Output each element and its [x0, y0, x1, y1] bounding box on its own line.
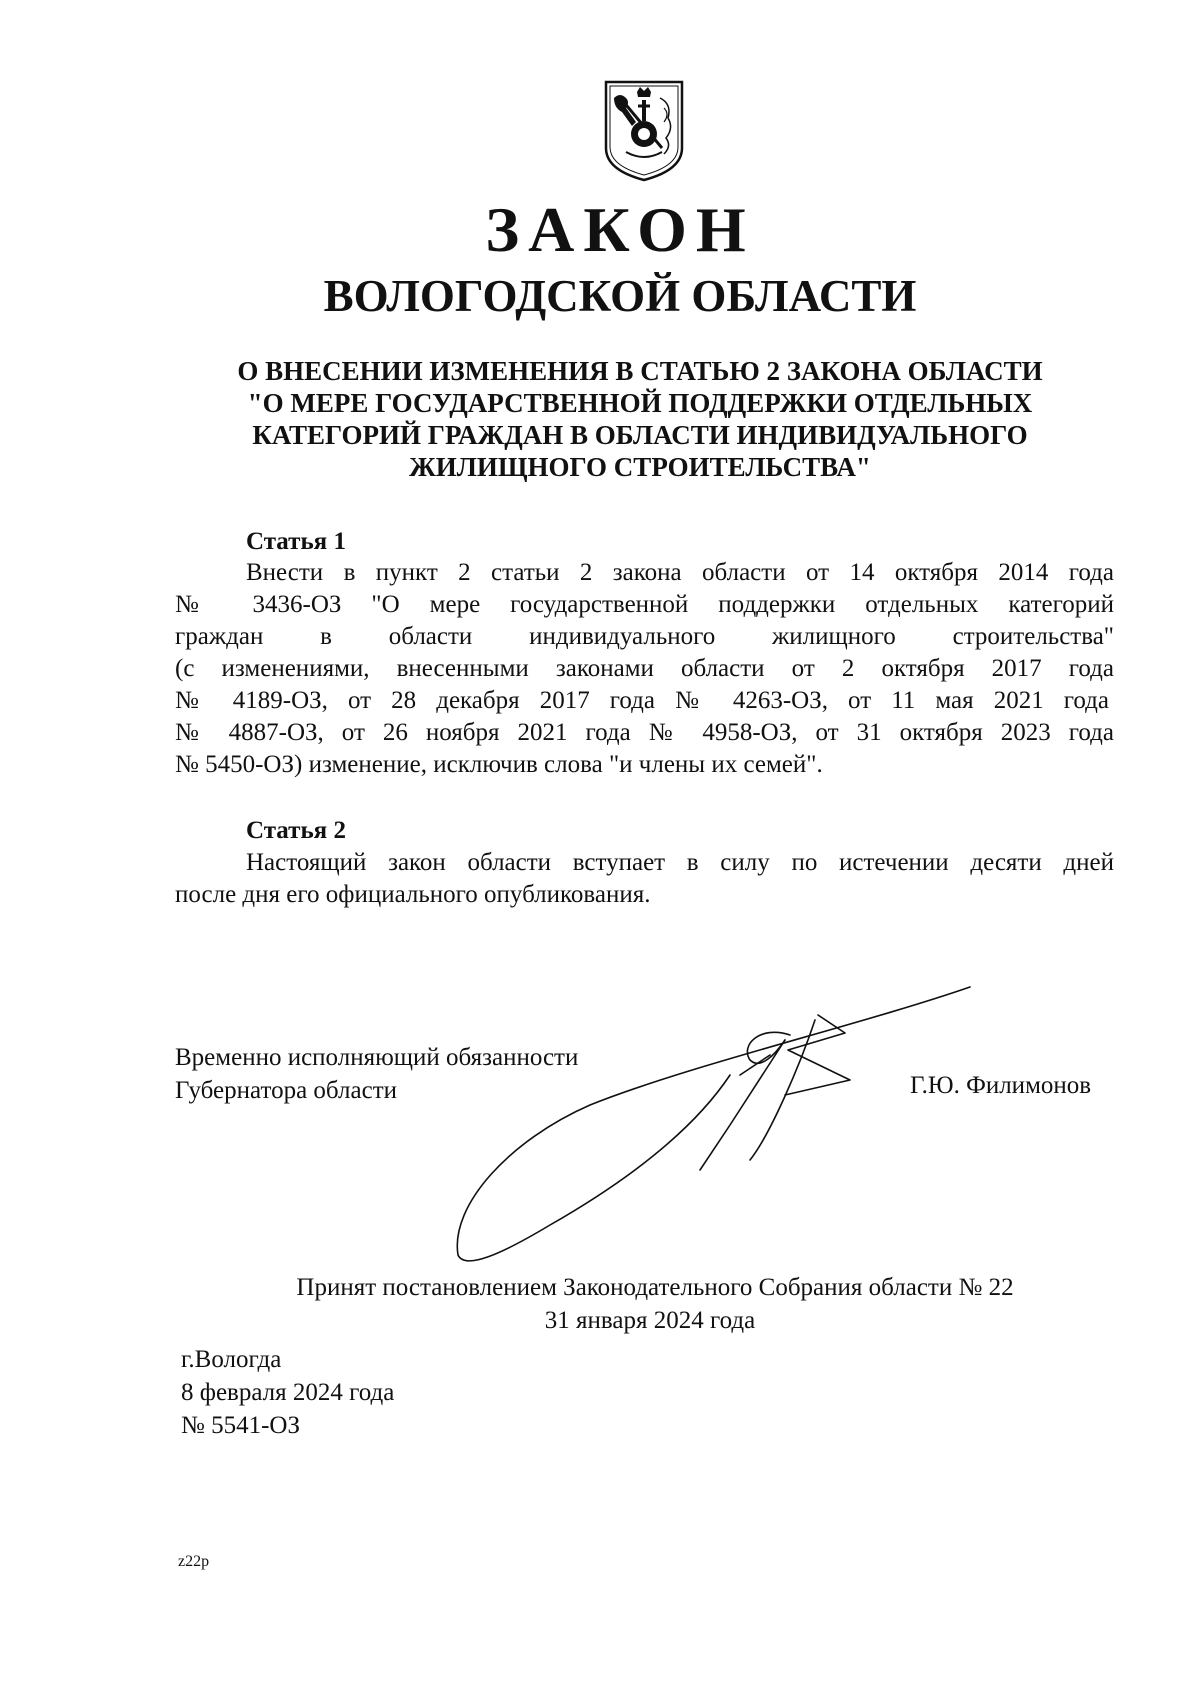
law-title-line: О ВНЕСЕНИИ ИЗМЕНЕНИЯ В СТАТЬЮ 2 ЗАКОНА ОБЛАСТИ	[237, 356, 1043, 386]
article-1-line: № 5450-ОЗ) изменение, исключив слова "и члены их семей".	[175, 751, 823, 778]
law-title	[200, 355, 1080, 483]
signatory-position: Губернатора области	[175, 1077, 397, 1104]
article-2-line: Настоящий закон области вступает в силу по истечении десяти дней	[246, 849, 1114, 876]
article-1-line: № 4887-ОЗ, от 26 ноября 2021 года № 4958-ОЗ, от 31 октября 2023 года	[175, 719, 1114, 746]
article-1-line: (с изменениями, внесенными законами области от 2 октября 2017 года	[175, 655, 1114, 682]
article-1-line: граждан в области индивидуального жилищного строительства"	[175, 623, 1114, 650]
document-region: ВОЛОГОДСКОЙ ОБЛАСТИ	[323, 271, 917, 321]
article-1-line: Внести в пункт 2 статьи 2 закона области от 14 октября 2014 года	[246, 559, 1114, 586]
handwritten-signature	[440, 985, 1000, 1275]
adoption-line: Принят постановлением Законодательного Собрания области № 22	[296, 1274, 1014, 1301]
signatory-name: Г.Ю. Филимонов	[910, 1072, 1092, 1099]
article-2-line: после дня его официального опубликования.	[175, 881, 651, 908]
document-title: ЗАКОН	[485, 194, 755, 265]
article-1-line: № 4189-ОЗ, от 28 декабря 2017 года № 4263-ОЗ, от 11 мая 2021 года	[175, 687, 1109, 714]
place-city: г.Вологда	[181, 1346, 282, 1373]
law-title-line: "О МЕРЕ ГОСУДАРСТВЕННОЙ ПОДДЕРЖКИ ОТДЕЛЬНЫХ	[247, 388, 1033, 418]
adoption-date: 31 января 2024 года	[544, 1307, 756, 1334]
article-1-heading: Статья 1	[246, 528, 346, 555]
article-2-heading: Статья 2	[246, 817, 346, 844]
vologda-coat-of-arms-icon	[602, 78, 686, 184]
law-number: № 5541-ОЗ	[181, 1412, 301, 1439]
footer-code: z22р	[178, 1553, 210, 1570]
law-title-line: КАТЕГОРИЙ ГРАЖДАН В ОБЛАСТИ ИНДИВИДУАЛЬНОГО	[252, 420, 1028, 450]
signing-date: 8 февраля 2024 года	[181, 1379, 395, 1406]
law-title-line: ЖИЛИЩНОГО СТРОИТЕЛЬСТВА"	[409, 452, 871, 482]
article-1-line: № 3436-ОЗ "О мере государственной поддержки отдельных категорий	[175, 591, 1114, 618]
signatory-position: Временно исполняющий обязанности	[175, 1044, 579, 1071]
